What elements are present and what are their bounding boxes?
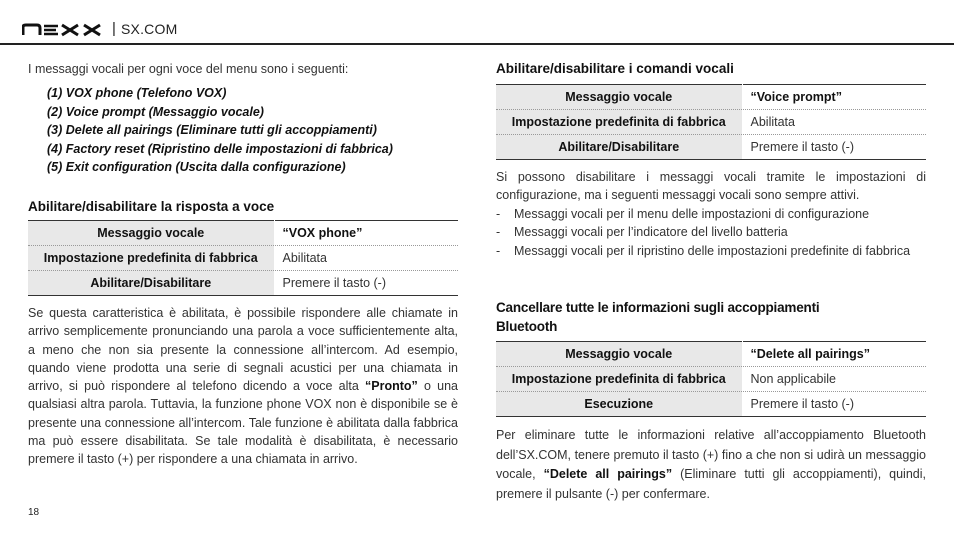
- menu-list-item: (3) Delete all pairings (Eliminare tutti gli accoppiamenti): [47, 123, 377, 138]
- table-key: Messaggio vocale: [496, 85, 742, 110]
- table-row: [28, 246, 458, 271]
- section-title-voice-prompt: Abilitare/disabilitare i comandi vocali: [496, 61, 734, 76]
- table-row: [496, 85, 926, 110]
- table-value: “Delete all pairings”: [742, 342, 926, 367]
- menu-list: [47, 84, 393, 177]
- table-row: [496, 367, 926, 392]
- table-key: Impostazione predefinita di fabbrica: [496, 367, 742, 392]
- table-value: “Voice prompt”: [742, 85, 926, 110]
- table-row: [496, 110, 926, 135]
- vox-settings-table: [28, 220, 458, 296]
- voice-prompt-body: Si possono disabilitare i messaggi vocali tramite le impostazioni di configurazione, ma i seguenti messaggi vocali sono sempre attivi.: [496, 170, 926, 203]
- table-value: Non applicabile: [742, 367, 926, 392]
- header-rule: [0, 43, 954, 45]
- brand-separator: |: [112, 20, 116, 37]
- delete-body-part1: Per eliminare tutte le informazioni relative all’accoppiamento Bluetooth dell’SX.COM, tenere premuto il tasto (+) fino a che non si udirà un messaggio vocale,: [496, 428, 926, 481]
- table-value: Abilitata: [274, 246, 458, 271]
- page-number: 18: [28, 507, 40, 518]
- vox-body-part2: o una qualsiasi altra parola. Tuttavia, la funzione phone VOX non è disponibile se è presente una connessione all’intercom. Tale funzione è abilitata dalla fabbrica ma può essere disabilitata. Se tale modalità è disabilitata, è necessario premere il tasto (+) per rispondere a una chiamata in arrivo.: [28, 379, 458, 467]
- table-key: Impostazione predefinita di fabbrica: [28, 246, 274, 271]
- intro-text: I messaggi vocali per ogni voce del menu sono i seguenti:: [28, 62, 349, 76]
- header: [22, 14, 954, 44]
- delete-body-part2: (Eliminare tutti gli accoppiamenti), quindi, premere il pulsante (-) per confermare.: [496, 467, 926, 501]
- table-key: Impostazione predefinita di fabbrica: [496, 110, 742, 135]
- section-title-line: Cancellare tutte le informazioni sugli accoppiamenti: [496, 300, 820, 315]
- table-key: Esecuzione: [496, 392, 742, 417]
- vox-body-text: [28, 304, 458, 469]
- vox-body-part1: Se questa caratteristica è abilitata, è possibile rispondere alle chiamate in arrivo semplicemente pronunciando una parola a voce sufficientemente alta, a meno che non sia presente la connessione all’intercom. Ad esempio, quando viene prodotta una serie di segnali acustici per una chiamata in arrivo, si può rispondere al telefono dicendo a voce alta: [28, 306, 458, 394]
- menu-list-item: (4) Factory reset (Ripristino delle impostazioni di fabbrica): [47, 141, 393, 156]
- table-row: [28, 221, 458, 246]
- brand-name: SX.COM: [121, 21, 178, 37]
- table-value: Abilitata: [742, 110, 926, 135]
- section-title-vox: Abilitare/disabilitare la risposta a voce: [28, 199, 275, 214]
- section-title-delete-pairings: [496, 298, 926, 336]
- menu-list-item: (1) VOX phone (Telefono VOX): [47, 86, 227, 100]
- delete-pairings-table: [496, 341, 926, 417]
- voice-prompt-table: [496, 84, 926, 160]
- table-key: Messaggio vocale: [496, 342, 742, 367]
- delete-pairings-body: [496, 426, 926, 504]
- table-row: [496, 135, 926, 160]
- section-title-line: Bluetooth: [496, 319, 558, 334]
- list-item: - Messaggi vocali per l’indicatore del livello batteria: [496, 223, 926, 241]
- table-row: [496, 342, 926, 367]
- vox-body-bold: “Pronto”: [365, 379, 418, 394]
- table-value: Premere il tasto (-): [742, 392, 926, 417]
- table-row: [28, 271, 458, 296]
- table-row: [496, 392, 926, 417]
- list-item: - Messaggi vocali per il ripristino delle impostazioni predefinite di fabbrica: [496, 242, 926, 260]
- table-value: Premere il tasto (-): [742, 135, 926, 160]
- menu-list-item: (5) Exit configuration (Uscita dalla configurazione): [47, 160, 346, 175]
- table-key: Abilitare/Disabilitare: [28, 271, 274, 296]
- menu-list-item: (2) Voice prompt (Messaggio vocale): [47, 104, 264, 119]
- always-active-list: [496, 205, 926, 260]
- table-key: Abilitare/Disabilitare: [496, 135, 742, 160]
- table-key: Messaggio vocale: [28, 221, 274, 246]
- list-item: - Messaggi vocali per il menu delle impostazioni di configurazione: [496, 205, 926, 223]
- table-value: Premere il tasto (-): [274, 271, 458, 296]
- delete-body-bold: “Delete all pairings”: [543, 467, 673, 481]
- nexx-logo: [22, 22, 104, 38]
- table-value: “VOX phone”: [274, 221, 458, 246]
